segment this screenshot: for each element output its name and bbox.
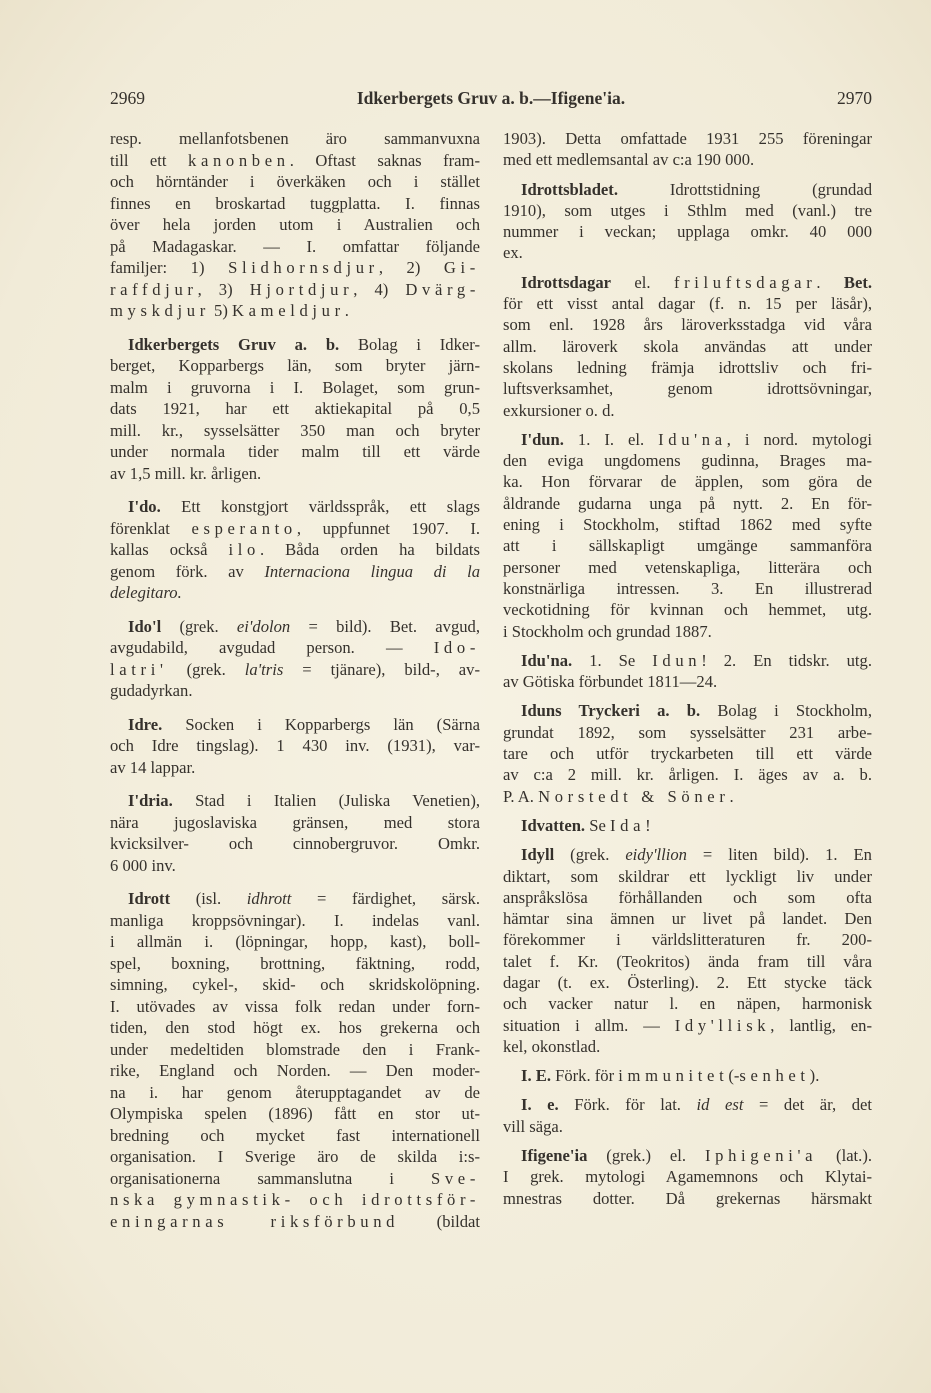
text-line: och Idre tingslag). 1 430 inv. (1931), var- — [110, 736, 480, 755]
text-line — [110, 496, 480, 518]
text-line — [110, 1211, 480, 1233]
text-line — [110, 518, 480, 540]
text-line: gudadyrkan. — [110, 681, 193, 700]
text-line: 6 000 inv. — [110, 855, 176, 875]
text-line — [503, 786, 872, 807]
text-line — [503, 1065, 872, 1086]
text-run: förenklat — [110, 518, 192, 538]
text-line — [503, 1145, 872, 1166]
text-line: av 1,5 mill. kr. årligen. — [110, 463, 262, 483]
text-line: tare och utför tryckarbeten till ett värde — [503, 744, 872, 764]
text-line: som enl. 1928 års läroverksstadga vid våra — [503, 315, 872, 335]
text-line — [110, 888, 480, 910]
text-run: 1. I. el. — [563, 429, 659, 449]
dictionary-entry — [503, 815, 872, 836]
text-line: skolans ledning främja idrottsliv och fri- — [503, 357, 872, 377]
text-line: vill säga. — [503, 1116, 563, 1136]
text-line: rike, England och Norden. — Den moder- — [110, 1061, 480, 1080]
dictionary-entry — [503, 650, 872, 693]
dictionary-entry — [110, 128, 480, 322]
text-run: ! — [645, 815, 651, 835]
italic-term: delegitaro. — [110, 583, 182, 602]
text-line: bredning och mycket fast internationell — [110, 1125, 480, 1145]
text-run: 1. Se — [572, 650, 653, 670]
text-line: i allmän i. (löpningar, hopp, kast), boll- — [110, 932, 480, 951]
text-line: åldrande gudarna unga på nytt. 2. En för- — [503, 493, 872, 513]
text-line: berget, Kopparbergs län, som bryter järn- — [110, 356, 480, 375]
text-run: till ett — [110, 150, 189, 170]
text-line: simning, cykel-, skid- och skridskolöpning. — [110, 975, 480, 994]
text-run: Bolag i Stockholm, — [700, 701, 872, 721]
spaced-term: Kameldjur — [232, 301, 345, 320]
text-run: 5) — [209, 301, 232, 320]
text-run: P. A. — [503, 786, 539, 806]
text-line: av Götiska förbundet 1811—24. — [503, 672, 718, 692]
italic-term: id est — [696, 1095, 744, 1115]
spaced-term: ilo — [228, 540, 260, 559]
text-line — [110, 616, 480, 638]
text-line: konstnärliga intressen. 3. En illustrerad — [503, 578, 872, 598]
text-line: dats 1921, har ett aktiekapital på 0,5 — [110, 399, 480, 418]
text-run: Ett konstgjort världsspråk, ett slags — [160, 497, 480, 516]
headword: I'do. — [128, 497, 161, 516]
text-line: av c:a 2 mill. kr. årligen. I. äges av a. b. — [503, 765, 872, 785]
italic-term: la'tris — [244, 659, 284, 679]
text-line: 1910), som utges i Sthlm med (vanl.) tre — [503, 200, 872, 220]
text-run: (grek. — [161, 616, 237, 636]
text-run: = det är, det — [743, 1095, 872, 1115]
headword: Bet. — [843, 272, 873, 292]
dictionary-entry — [503, 272, 872, 421]
text-line: veckotidning för kvinnan och hemmet, utg. — [503, 600, 872, 620]
text-run: Idrottstidning (grundad — [617, 179, 872, 199]
headword: I'dria. — [128, 791, 173, 810]
italic-term: eidy'llion — [625, 845, 687, 865]
text-run: = tjänare), bild-, av- — [283, 659, 480, 679]
text-line: I. utövades av vissa folk redan under forn- — [110, 996, 480, 1016]
dictionary-entry — [503, 128, 872, 171]
headword: I. e. — [521, 1095, 559, 1115]
text-line: manliga kroppsövningar). I. indelas vanl. — [110, 910, 480, 930]
text-run: el. — [611, 272, 674, 292]
text-run: , uppfunnet 1907. I. — [296, 518, 480, 538]
text-line — [110, 637, 480, 659]
dictionary-entry — [110, 714, 480, 779]
text-line — [110, 150, 480, 172]
text-run: . — [729, 786, 734, 806]
spaced-term: Idun — [652, 650, 702, 670]
text-line: allm. läroverk skola användas att under — [503, 336, 872, 356]
text-line: och vacker natur l. en näpen, harmonisk — [503, 994, 872, 1014]
spaced-term: Idu'na — [658, 429, 727, 449]
dictionary-entry — [110, 334, 480, 485]
text-line: luftsverksamhet, genom idrottsövningar, — [503, 379, 872, 399]
headword: I. E. — [521, 1066, 551, 1086]
text-line: ka. Hon förvarar de äpplen, som göra de — [503, 472, 872, 492]
text-line: na i. har genom återupptagandet av de — [110, 1082, 480, 1102]
text-run: (lat.). — [817, 1146, 872, 1166]
text-line: den eviga ungdomens gudinna, Brages ma- — [503, 451, 872, 471]
text-run: ). — [809, 1066, 820, 1086]
text-line: under medeltiden blomstrade den i Frank- — [110, 1039, 480, 1059]
text-line — [503, 815, 872, 836]
text-line — [110, 300, 480, 322]
text-line: hämtar sina ämnen ur livet på landet. Den — [503, 909, 872, 929]
headword: Ido'l — [128, 616, 162, 636]
headword: Ifigene'ia — [521, 1146, 588, 1166]
text-line: över hela jorden utom i Australien och — [110, 215, 480, 234]
text-line: 1903). Detta omfattade 1931 255 föreningar — [503, 129, 872, 148]
text-run: Förk. för lat. — [558, 1095, 697, 1115]
text-line: mill. kr., sysselsätter 350 man och bryter — [110, 420, 480, 440]
text-line: mnestras dotter. Då grekernas härsmakt — [503, 1188, 872, 1208]
text-run: , lantlig, en- — [770, 1015, 872, 1035]
text-run: Bolag i Idker- — [339, 334, 480, 354]
text-run: genom förk. av — [110, 561, 265, 581]
text-line: anspråkslösa förhållanden och som ofta — [503, 887, 872, 907]
text-line — [503, 1015, 872, 1036]
dictionary-entry — [503, 1094, 872, 1137]
text-line — [110, 1168, 480, 1190]
spaced-term: raffdjur — [110, 279, 198, 299]
text-line: under normala tider malm till ett värde — [110, 442, 480, 461]
text-line — [110, 582, 480, 604]
text-run: situation i allm. — — [503, 1015, 675, 1035]
page-number-left: 2969 — [110, 88, 145, 108]
headword: Idrott — [128, 889, 171, 908]
dictionary-entry — [503, 429, 872, 642]
running-header — [110, 88, 872, 112]
spaced-term: kanonben — [188, 150, 290, 170]
text-run: (grek.) el. — [587, 1146, 705, 1166]
text-run: = bild). Bet. avgud, — [290, 616, 480, 636]
headword: Idrottsbladet. — [521, 179, 618, 199]
text-line: kel, okonstlad. — [503, 1036, 601, 1056]
text-run: = liten bild). 1. En — [686, 845, 872, 865]
text-line: och hörntänder i överkäken och i stället — [110, 172, 480, 191]
page-number-right: 2970 — [837, 88, 872, 108]
text-run: . — [816, 272, 844, 292]
text-line: tiden, den stod högt ex. hos grekerna och — [110, 1018, 480, 1037]
text-run: avgudabild, avgudad person. — — [110, 638, 434, 657]
spaced-term: latri' — [110, 659, 168, 679]
text-run: (grek. — [167, 659, 245, 679]
headword: Iduns Tryckeri a. b. — [521, 701, 701, 721]
text-line — [503, 272, 872, 293]
text-run: Se — [585, 815, 610, 835]
text-line: förekommer i världslitteraturen fr. 200- — [503, 930, 872, 950]
headword: I'dun. — [521, 429, 564, 449]
text-line — [503, 1094, 872, 1115]
dictionary-entry — [110, 496, 480, 604]
text-line: malm i gruvorna i I. Bolaget, som grun- — [110, 377, 480, 397]
text-run: Stad i Italien (Juliska Venetien), — [172, 791, 480, 810]
text-run: , i nord. mytologi — [726, 429, 872, 449]
text-run: , 4) — [353, 279, 406, 299]
dictionary-entry — [503, 700, 872, 806]
text-line — [110, 539, 480, 561]
spaced-term: Dvärg- — [405, 279, 480, 299]
text-line — [503, 179, 872, 200]
text-run: (- — [728, 1066, 740, 1086]
text-line — [110, 279, 480, 301]
text-line: personer med vetenskapliga, litterära och — [503, 557, 872, 577]
text-line: resp. mellanfotsbenen äro sammanvuxna — [110, 129, 480, 148]
text-line: att i sällskapligt umgänge sammanföra — [503, 536, 872, 556]
spaced-term: myskdjur — [110, 301, 210, 320]
text-line: diktart, som skildrar ett lyckligt liv under — [503, 866, 872, 886]
text-run: . Båda orden ha bildats — [260, 540, 480, 559]
text-run: familjer: 1) — [110, 258, 229, 277]
text-run: (bildat — [399, 1211, 480, 1231]
dictionary-entry — [110, 888, 480, 1232]
text-line: av 14 lappar. — [110, 757, 196, 777]
text-line: finnes en broskartad tuggplatta. I. finnas — [110, 193, 480, 213]
text-line: I grek. mytologi Agamemnons och Klytai- — [503, 1167, 872, 1187]
dictionary-entry — [503, 179, 872, 264]
text-line — [110, 561, 480, 583]
text-run: ! 2. En tidskr. utg. — [701, 650, 872, 670]
headword: Idu'na. — [521, 650, 573, 670]
spaced-term: Gi- — [443, 258, 480, 277]
text-line — [503, 429, 872, 450]
text-line: nummer i veckan; upplaga omkr. 40 000 — [503, 222, 872, 242]
text-line — [503, 700, 872, 721]
text-line — [110, 790, 480, 812]
dictionary-entry — [503, 1065, 872, 1086]
spaced-term: Slidhornsdjur — [228, 258, 379, 277]
headword: Idrottsdagar — [521, 272, 612, 292]
spaced-term: Iphigeni'a — [704, 1146, 818, 1166]
text-run: kallas också — [110, 540, 229, 559]
left-column — [110, 128, 480, 1232]
spaced-term: nska gymnastik- och idrottsför- — [110, 1190, 480, 1209]
headword: Idyll — [521, 845, 555, 865]
text-line: med ett medlemsantal av c:a 190 000. — [503, 150, 755, 170]
spaced-term: Ido- — [433, 638, 480, 657]
text-line — [503, 844, 872, 865]
text-run: . Oftast saknas fram- — [289, 150, 480, 170]
text-line — [110, 257, 480, 279]
text-line — [110, 334, 480, 356]
text-line — [503, 650, 872, 671]
text-line: organisation. I Sverige äro de skilda i:s- — [110, 1147, 480, 1166]
text-line: ening i Stockholm, stiftad 1862 med syfte — [503, 515, 872, 535]
spaced-term: Hjortdjur — [249, 279, 354, 299]
text-line: ex. — [503, 243, 523, 263]
spaced-term: Sve- — [430, 1168, 480, 1188]
headword: Idre. — [128, 714, 163, 734]
text-line: på Madagaskar. — I. omfattar följande — [110, 236, 480, 256]
text-line: spel, boxning, brottning, fäktning, rodd, — [110, 953, 480, 973]
text-line: i Stockholm och grundad 1887. — [503, 621, 712, 641]
text-run: Socken i Kopparbergs län (Särna — [162, 714, 480, 734]
text-line: nära jugoslaviska gränsen, med stora — [110, 812, 480, 832]
spaced-term: Idy'llisk — [674, 1015, 771, 1035]
dictionary-entry — [110, 616, 480, 702]
text-run: (grek. — [554, 845, 626, 865]
text-line: för ett visst antal dagar (f. n. 15 per läsår), — [503, 294, 872, 314]
dictionary-entry — [503, 844, 872, 1057]
italic-term: Internaciona lingua di la — [264, 561, 480, 581]
text-run: = färdighet, särsk. — [291, 889, 480, 908]
text-run: , 3) — [197, 279, 250, 299]
italic-term: ei'dolon — [236, 616, 291, 636]
text-line: dagar (t. ex. Österling). 2. Ett stycke täck — [503, 972, 872, 992]
text-run: (isl. — [170, 889, 247, 908]
right-column — [503, 128, 872, 1209]
text-run: Förk. för — [550, 1066, 619, 1086]
text-line — [110, 659, 480, 681]
text-line: Olympiska spelen (1896) fått en stor ut- — [110, 1104, 480, 1123]
header-title: Idkerbergets Gruv a. b.—Ifigene'ia. — [356, 88, 626, 108]
text-line: grundat 1892, som sysselsätter 231 arbe- — [503, 722, 872, 742]
text-run: . — [344, 301, 349, 320]
dictionary-entry — [110, 790, 480, 876]
spaced-term: Norstedt & Söner — [538, 786, 730, 806]
text-line — [110, 714, 480, 736]
spaced-term: Ida — [609, 815, 646, 835]
spaced-term: senhet — [739, 1066, 810, 1086]
dictionary-entry — [503, 1145, 872, 1209]
text-line: exkursioner o. d. — [503, 400, 615, 420]
headword: Idvatten. — [521, 815, 586, 835]
text-run: organisationerna sammanslutna i — [110, 1168, 431, 1188]
italic-term: idhrott — [246, 889, 292, 908]
spaced-term: friluftsdagar — [673, 272, 817, 292]
spaced-term: immunitet — [618, 1066, 729, 1086]
headword: Idkerbergets Gruv a. b. — [128, 334, 340, 354]
text-run: , 2) — [378, 258, 444, 277]
text-line — [110, 1189, 480, 1211]
text-line: kvicksilver- och cinnobergruvor. Omkr. — [110, 834, 480, 853]
text-line: talet f. Kr. (Teokritos) ända fram till våra — [503, 951, 872, 971]
spaced-term: eningarnas riksförbund — [110, 1211, 400, 1231]
spaced-term: esperanto — [191, 518, 297, 538]
